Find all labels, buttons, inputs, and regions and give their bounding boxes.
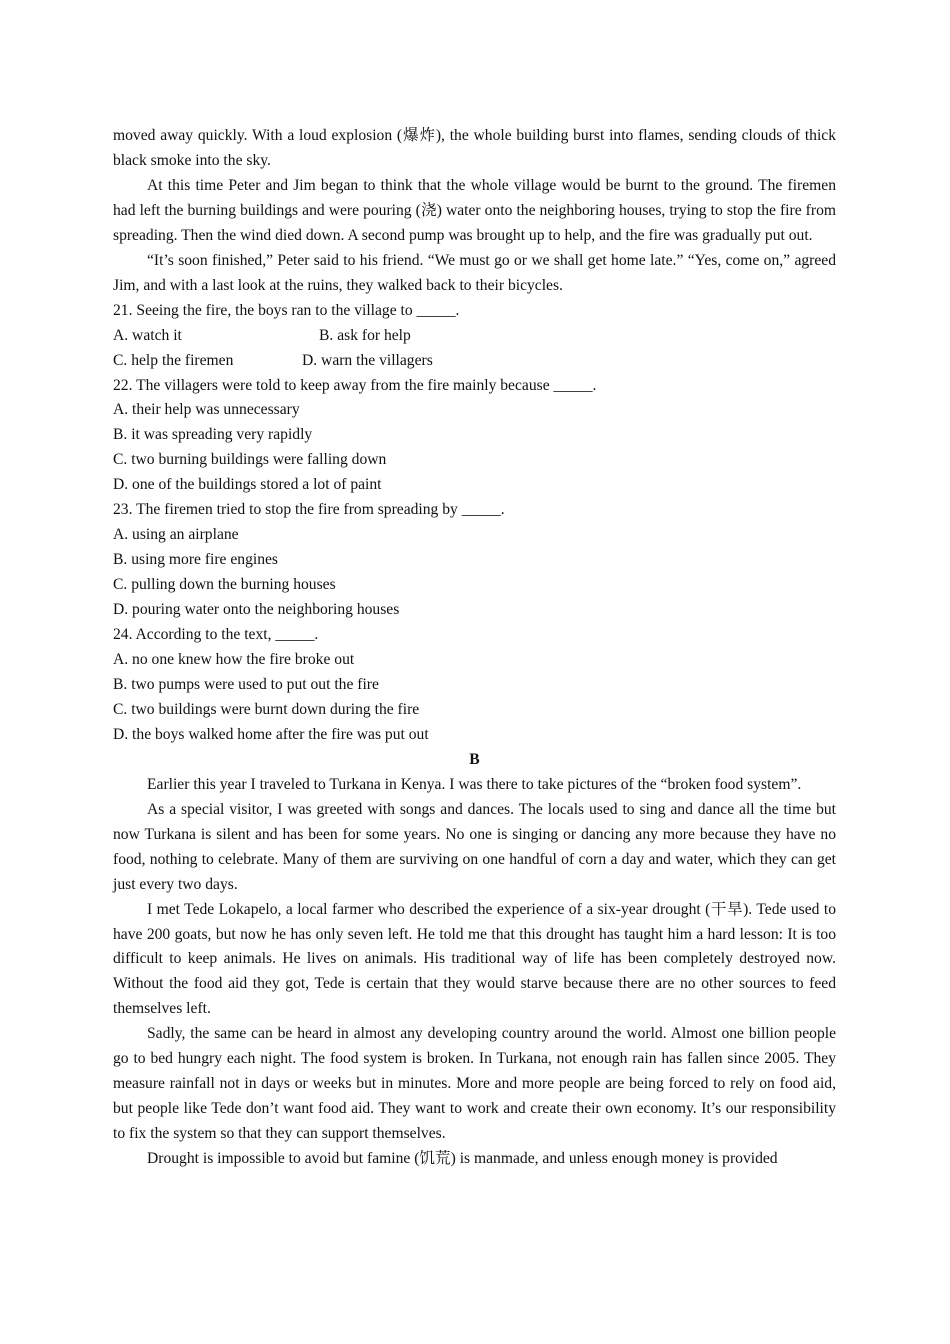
passage-a-paragraph-1: moved away quickly. With a loud explosion (爆炸), the whole building burst into flames, sending clouds of thick black smoke into the sky. bbox=[113, 127, 836, 169]
options-row bbox=[113, 349, 836, 374]
option-d[interactable]: D. warn the villagers bbox=[302, 351, 433, 369]
passage-a-paragraph-2: At this time Peter and Jim began to think that the whole village would be burnt to the ground. The firemen had left the burning buildings and were pouring (浇) water onto the neighboring houses, trying to stop the fire from spreading. Then the wind died down. A second pump was brought up to help, and the fire was gradually put out. bbox=[113, 176, 836, 244]
passage-b-paragraph-3: I met Tede Lokapelo, a local farmer who described the experience of a six-year drought (干旱). Tede used to have 200 goats, but now he has only seven left. He told me that this drought has taught him a hard lesson: It is too difficult to keep animals. He lives on animals. His traditional way of life has been completely destroyed now. Without the food aid they got, Tede is certain that they would starve because there are no other sources to feed themselves left. bbox=[113, 900, 836, 1018]
option-b[interactable]: B. it was spreading very rapidly bbox=[113, 426, 313, 444]
options-row bbox=[113, 324, 836, 349]
passage-b-paragraph-5: Drought is impossible to avoid but famine (饥荒) is manmade, and unless enough money is provided bbox=[147, 1150, 778, 1168]
option-d[interactable]: D. one of the buildings stored a lot of paint bbox=[113, 476, 382, 494]
passage-b-paragraph-1: Earlier this year I traveled to Turkana in Kenya. I was there to take pictures of the “broken food system”. bbox=[147, 775, 802, 793]
option-a[interactable]: A. watch it bbox=[113, 326, 182, 344]
option-c[interactable]: C. help the firemen bbox=[113, 351, 234, 369]
question-stem: 24. According to the text, _____. bbox=[113, 626, 319, 644]
question-24 bbox=[113, 623, 836, 748]
question-stem: 22. The villagers were told to keep away from the fire mainly because _____. bbox=[113, 376, 597, 394]
option-d[interactable]: D. pouring water onto the neighboring houses bbox=[113, 601, 400, 619]
option-a[interactable]: A. no one knew how the fire broke out bbox=[113, 651, 355, 669]
option-b[interactable]: B. two pumps were used to put out the fire bbox=[113, 675, 379, 693]
section-title-b: B bbox=[469, 750, 480, 768]
option-a[interactable]: A. using an airplane bbox=[113, 526, 239, 544]
option-b[interactable]: B. ask for help bbox=[319, 326, 411, 344]
question-23 bbox=[113, 498, 836, 623]
question-22 bbox=[113, 374, 836, 499]
option-c[interactable]: C. two burning buildings were falling down bbox=[113, 451, 387, 469]
document-page bbox=[113, 124, 836, 1172]
passage-a-paragraph-3: “It’s soon finished,” Peter said to his friend. “We must go or we shall get home late.” “Yes, come on,” agreed Jim, and with a last look at the ruins, they walked back to their bicycles. bbox=[113, 251, 836, 294]
option-c[interactable]: C. two buildings were burnt down during the fire bbox=[113, 700, 420, 718]
question-stem: 21. Seeing the fire, the boys ran to the village to _____. bbox=[113, 301, 460, 319]
option-b[interactable]: B. using more fire engines bbox=[113, 551, 278, 569]
option-a[interactable]: A. their help was unnecessary bbox=[113, 401, 300, 419]
option-c[interactable]: C. pulling down the burning houses bbox=[113, 576, 336, 594]
option-d[interactable]: D. the boys walked home after the fire was put out bbox=[113, 725, 429, 743]
question-21 bbox=[113, 299, 836, 374]
passage-b-paragraph-4: Sadly, the same can be heard in almost any developing country around the world. Almost one billion people go to bed hungry each night. The food system is broken. In Turkana, not enough rain has fallen since 2005. They measure rainfall not in days or weeks but in minutes. More and more people are being forced to rely on food aid, but people like Tede don’t want food aid. They want to work and create their own economy. It’s our responsibility to fix the system so that they can support themselves. bbox=[113, 1025, 836, 1143]
passage-b-paragraph-2: As a special visitor, I was greeted with songs and dances. The locals used to sing and dance all the time but now Turkana is silent and has been for some years. No one is singing or dancing any more because they have no food, nothing to celebrate. Many of them are surviving on one handful of corn a day and water, which they can get just every two days. bbox=[113, 800, 836, 893]
question-stem: 23. The firemen tried to stop the fire from spreading by _____. bbox=[113, 501, 505, 519]
